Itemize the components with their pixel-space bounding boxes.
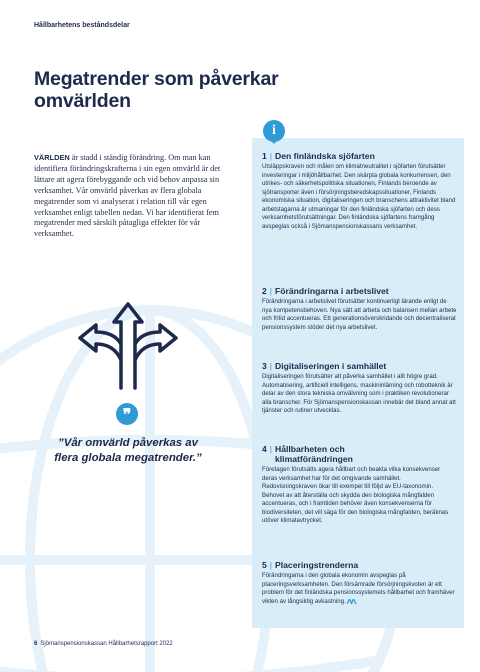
publication-name: Sjömanspensionskassan Hållbarhetsrapport 2022 — [40, 641, 173, 647]
divider: | — [269, 444, 273, 454]
trend-heading — [262, 361, 457, 371]
trend-body: Utsläppskraven och målen om klimatneutralitet i sjöfarten förutsätter investeringar i miljöhållbarhet. Den skärpta globala konkurrensen, den utrikes- och säkerhetspolitiska situationen, Finlands beroende av sjötransporter även i försörjningsberedskapssituationer, Finlands ekonomiska situation, digitaliseringen och branschens attraktivitet bland arbetstagarna är utmaningar för den finländska sjöfarten och dess verksamhetsförutsättningar. Den finländska sjöfartens framgång avspeglas också i Sjömanspensionskassans verksamhet. — [262, 163, 456, 230]
trend-heading — [262, 151, 457, 161]
trend-item — [262, 286, 457, 332]
trend-number: 1 — [262, 151, 267, 161]
trend-number: 5 — [262, 560, 267, 570]
trend-item — [262, 361, 457, 416]
intro-paragraph — [34, 153, 238, 240]
intro-lead-word: VÄRLDEN — [34, 153, 70, 162]
trend-item — [262, 560, 457, 606]
trend-title: Digitaliseringen i samhället — [275, 361, 387, 371]
intro-body: är stadd i ständig förändring. Om man kan identifiera förändringskrafterna i sin egen omvärld är det lättare att agera förebyggande och vid behov anpassa sin verksamhet. Vår omvärld påverkas av flera globala megatrender som vi analyserat i relation till vår egen verksamhet enligt tabellen nedan. Vi har identifierat fem megatrender med särskilt påtagliga effekter för vår verksamhet. — [34, 153, 221, 239]
trend-heading — [262, 444, 457, 464]
trend-body — [262, 572, 457, 606]
trend-body: Digitaliseringen förutsätter att påverka samhället i allt högre grad. Automatisering, artificiell intelligens, maskininlärning och robotteknik är delar av den stora tekniska omvälvning som i praktiken revolutionerar alla branscher. För Sjömanspensionskassan innebär det bland annat att tjänster och rutiner utvecklas. — [262, 373, 456, 415]
trend-body-text: Förändringarna i den globala ekonomin avspeglas på placeringsverksamheten. Den försämrade försörjningskvoten är ett problem för det finländska pensionssystemets hållbarhet och framhäver vikten av långsiktig avkastning. — [262, 572, 455, 605]
branching-arrows-icon — [78, 300, 178, 390]
page-number: 6 — [34, 641, 38, 647]
trend-title: Den finländska sjöfarten — [275, 151, 375, 161]
trend-body: Förändringarna i arbetslivet förutsätter kontinuerligt lärande enligt de nya kompetensbehoven. Nya sätt att arbeta och balansen mellan arbete och fritid accentueras. Ett generationsöverskridande och decentraliserat pensionssystem stöder det nya arbetslivet. — [262, 298, 457, 331]
divider: | — [269, 286, 273, 296]
divider: | — [269, 151, 273, 161]
trend-title: Hållbarheten och klimatförändringen — [275, 444, 353, 464]
trend-item — [262, 151, 457, 231]
trend-item — [262, 444, 457, 526]
trend-title: Förändringarna i arbetslivet — [275, 286, 389, 296]
page-footer — [34, 641, 173, 647]
trend-heading — [262, 560, 457, 570]
page-title: Megatrender som påverkar omvärlden — [34, 68, 279, 112]
divider: | — [269, 361, 273, 371]
pull-quote: ”Vår omvärld påverkas av flera globala megatrender.” — [54, 437, 202, 464]
trend-number: 4 — [262, 444, 267, 454]
trend-title: Placeringstrenderna — [275, 560, 359, 570]
quote-icon: ❞ — [116, 403, 138, 425]
info-icon: i — [263, 120, 285, 142]
trend-body: Företagen förutsätts agera hållbart och beakta vilka konsekvenser deras verksamhet har för det omgivande samhället. Redovisningskraven ökar till exempel till följd av EU-taxonomin. Behovet av att återställa och skydda den biologiska mångfalden accentueras, och i framtiden behöver även konsekvenserna för biodiversiteten, det vill säga för den biologiska mångfalden, beräknas utöver klimatavtrycket. — [262, 466, 449, 525]
trend-heading — [262, 286, 457, 296]
section-label: Hållbarhetens beståndsdelar — [34, 22, 130, 29]
trend-number: 2 — [262, 286, 267, 296]
trend-number: 3 — [262, 361, 267, 371]
divider: | — [269, 560, 273, 570]
info-icon-tail — [269, 138, 279, 144]
end-mark-icon — [347, 599, 357, 604]
